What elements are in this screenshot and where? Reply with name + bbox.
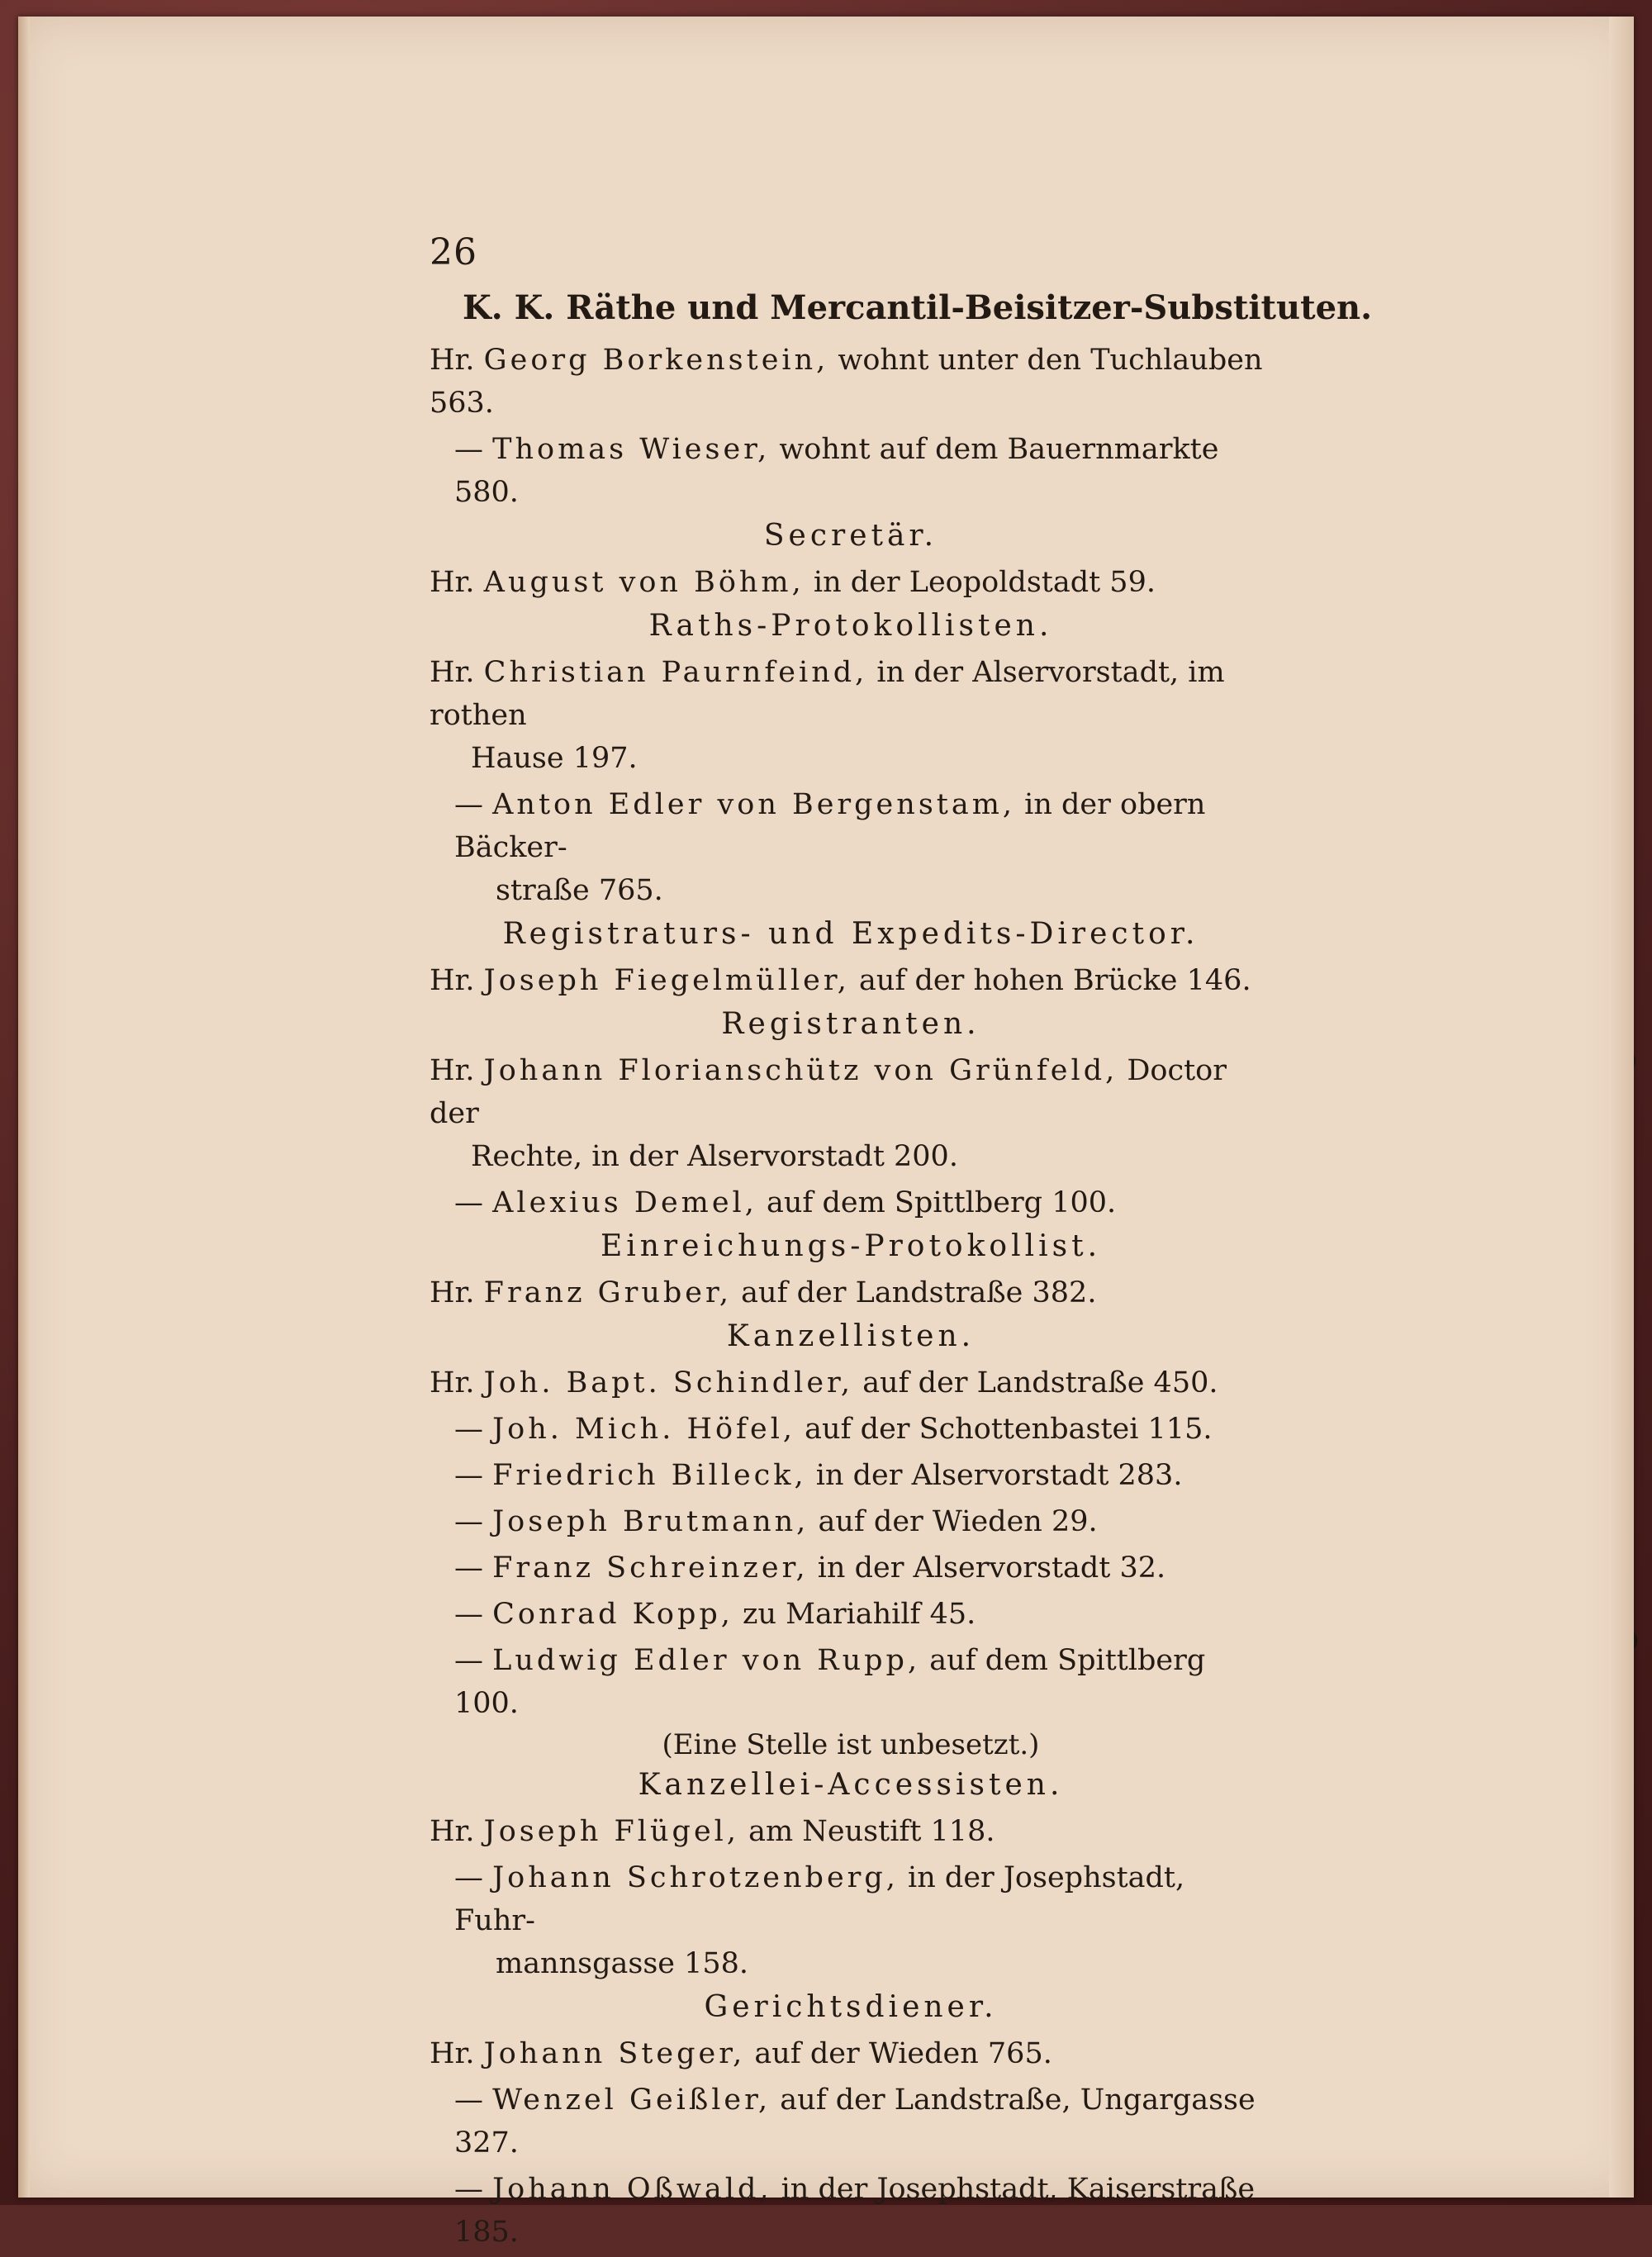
entry-prefix: — [454, 2173, 493, 2206]
entry-address: in der Josephstadt, Kaiserstraße 185. [454, 2173, 1256, 2249]
section-heading: Secretär. [763, 519, 938, 553]
entry-prefix: — [454, 1505, 493, 1538]
entry-address: in der Alservorstadt 283. [806, 1459, 1183, 1492]
entry-continuation: straße 765. [496, 874, 663, 907]
entry-name: Christian Paurnfeind, [483, 656, 868, 689]
entry-name: Franz Gruber, [483, 1276, 733, 1309]
entry-name: Johann Steger, [483, 2037, 746, 2070]
entry-name: August von Böhm, [483, 566, 805, 599]
entry-prefix: — [454, 1459, 493, 1492]
entry-prefix: Hr. [430, 1815, 484, 1848]
list-item [430, 1271, 1272, 1314]
entry-prefix: Hr. [430, 1276, 484, 1309]
entry-prefix: — [454, 1551, 493, 1585]
entry-prefix: Hr. [430, 344, 484, 377]
entry-address: auf der Wieden 29. [809, 1505, 1098, 1538]
list-item [430, 1810, 1272, 1853]
entry-prefix: — [454, 1861, 493, 1894]
entry-prefix: — [454, 788, 493, 821]
entry-address: auf der hohen Brücke 146. [849, 964, 1251, 997]
entry-prefix: — [454, 1598, 493, 1631]
section-heading: K. K. Räthe und Mercantil-Beisitzer-Substituten. [463, 288, 1373, 327]
entry-continuation: Rechte, in der Alservorstadt 200. [471, 1140, 958, 1173]
entry-name: Joseph Brutmann, [492, 1505, 809, 1538]
section-heading: Kanzellei-Accessisten. [638, 1768, 1064, 1802]
entry-name: Joh. Mich. Höfel, [492, 1413, 796, 1446]
list-item [430, 2032, 1272, 2075]
entry-name: Anton Edler von Bergenstam, [492, 788, 1016, 821]
list-item [430, 428, 1272, 514]
entry-prefix: Hr. [430, 1366, 484, 1399]
entry-prefix: Hr. [430, 964, 484, 997]
list-item [430, 1547, 1272, 1589]
entry-address: auf der Landstraße 382. [732, 1276, 1097, 1309]
section-heading: Raths-Protokollisten. [648, 609, 1053, 643]
section-heading: Kanzellisten. [726, 1319, 976, 1353]
entry-address: zu Mariahilf 45. [733, 1598, 976, 1631]
ink-mark [1627, 1053, 1635, 1068]
entry-prefix: — [454, 1186, 493, 1219]
entry-address: in der Alservorstadt, im rothen [430, 656, 1225, 732]
entry-prefix: — [454, 1413, 493, 1446]
entry-address: in der obern Bäcker- [454, 788, 1206, 864]
list-item [430, 561, 1272, 604]
entry-prefix: Hr. [430, 1054, 484, 1087]
entry-name: Franz Schreinzer, [492, 1551, 809, 1585]
entry-prefix: — [454, 2084, 493, 2117]
entry-address: auf dem Spittlberg 100. [757, 1186, 1117, 1219]
section-heading: Registraturs- und Expedits-Director. [502, 917, 1199, 951]
section-note: (Eine Stelle ist unbesetzt.) [662, 1728, 1040, 1761]
list-item [430, 651, 1272, 780]
entry-name: Joseph Flügel, [483, 1815, 739, 1848]
list-item [430, 1408, 1272, 1451]
entry-name: Joh. Bapt. Schindler, [483, 1366, 854, 1399]
entry-name: Friedrich Billeck, [492, 1459, 807, 1492]
list-item [430, 2079, 1272, 2164]
entry-name: Alexius Demel, [492, 1186, 757, 1219]
entry-prefix: Hr. [430, 2037, 484, 2070]
entry-address: auf der Schottenbastei 115. [795, 1413, 1213, 1446]
entry-prefix: Hr. [430, 656, 484, 689]
entry-continuation: Hause 197. [471, 742, 638, 775]
entry-name: Thomas Wieser, [492, 433, 771, 466]
list-item [430, 2168, 1272, 2254]
list-item [430, 1593, 1272, 1636]
entry-prefix: — [454, 433, 493, 466]
entry-name: Joseph Fiegelmüller, [483, 964, 850, 997]
page-number: 26 [430, 231, 477, 273]
entry-name: Ludwig Edler von Rupp, [492, 1644, 921, 1677]
page-text [430, 231, 1373, 2257]
entry-address: am Neustift 118. [738, 1815, 995, 1848]
entry-continuation: mannsgasse 158. [496, 1947, 749, 1980]
list-item [430, 1639, 1272, 1725]
entry-address: wohnt unter den Tuchlauben 563. [430, 344, 1263, 420]
entry-name: Georg Borkenstein, [483, 344, 829, 377]
section-heading: Registranten. [721, 1007, 980, 1041]
entry-name: Johann Oßwald, [492, 2173, 772, 2206]
list-item [430, 1454, 1272, 1497]
entry-address: in der Leopoldstadt 59. [804, 566, 1156, 599]
entry-name: Wenzel Geißler, [492, 2084, 771, 2117]
entry-name: Conrad Kopp, [492, 1598, 733, 1631]
entry-prefix: Hr. [430, 566, 484, 599]
entry-name: Johann Florianschütz von Grünfeld, [483, 1054, 1118, 1087]
entry-address: in der Alservorstadt 32. [808, 1551, 1166, 1585]
list-item [430, 339, 1272, 425]
entry-address: in der Josephstadt, Fuhr- [454, 1861, 1185, 1937]
entry-address: auf der Landstraße 450. [853, 1366, 1218, 1399]
list-item [430, 783, 1272, 912]
ink-mark [1627, 1632, 1637, 1650]
entry-address: auf dem Spittlberg 100. [454, 1644, 1206, 1720]
entry-address: auf der Wieden 765. [745, 2037, 1052, 2070]
entry-address: Doctor der [430, 1054, 1227, 1130]
list-item [430, 1856, 1272, 1985]
section-heading: Einreichungs-Protokollist. [600, 1229, 1102, 1263]
entry-address: wohnt auf dem Bauernmarkte 580. [454, 433, 1219, 509]
entry-address: auf der Landstraße, Ungargasse 327. [454, 2084, 1256, 2160]
list-item [430, 959, 1272, 1002]
entry-name: Johann Schrotzenberg, [492, 1861, 899, 1894]
list-item [430, 1049, 1272, 1178]
list-item [430, 1500, 1272, 1543]
list-item [430, 1181, 1272, 1224]
list-item [430, 1361, 1272, 1404]
sections-container [430, 288, 1373, 2254]
section-heading: Gerichtsdiener. [704, 1990, 998, 2024]
entry-prefix: — [454, 1644, 493, 1677]
